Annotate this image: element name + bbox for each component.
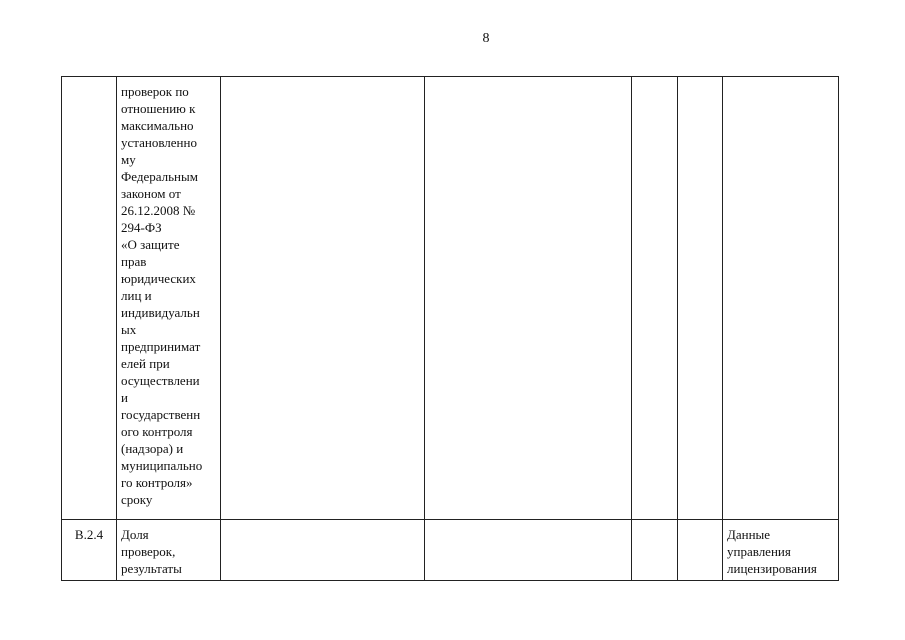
indicator-number-cell — [62, 520, 117, 581]
table-cell — [632, 77, 678, 520]
page-number: 8 — [482, 31, 490, 46]
table-cell — [678, 77, 723, 520]
indicator-number: В.2.4 — [74, 527, 104, 542]
table-cell — [221, 77, 425, 520]
data-source-cell — [723, 77, 839, 520]
indicator-name: Доля проверок, результаты — [121, 527, 182, 576]
indicator-name-cell — [117, 520, 221, 581]
indicators-table — [61, 76, 839, 581]
table-row — [62, 77, 839, 520]
table-cell — [221, 520, 425, 581]
indicator-name-cell — [117, 77, 221, 520]
table-cell — [678, 520, 723, 581]
table-cell — [425, 520, 632, 581]
data-source-cell — [723, 520, 839, 581]
indicator-number — [66, 80, 112, 83]
data-source: Данные управления лицензирования — [727, 527, 817, 576]
indicator-number-cell — [62, 77, 117, 520]
table-cell — [632, 520, 678, 581]
indicator-name: проверок по отношению к максимально установленно му Федеральным законом от 26.12.2008 № 294-ФЗ «О защите прав юридических лиц и индивидуальн ых предпринимат елей при осуществлени и государственн ого контроля (надзора) и муниципально го контроля» сроку — [121, 84, 203, 507]
table-row — [62, 520, 839, 581]
table-cell — [425, 77, 632, 520]
data-source — [727, 80, 834, 83]
